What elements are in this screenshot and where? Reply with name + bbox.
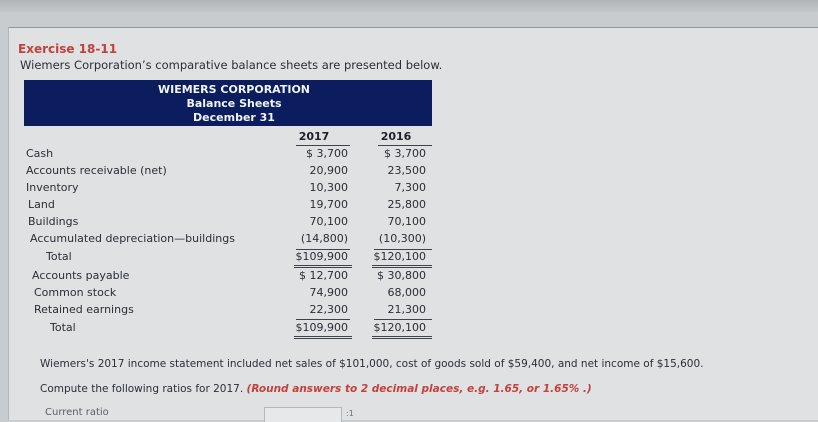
ratio-suffix-icon: :1 (346, 409, 354, 418)
grand-total-double-rule-2016 (372, 338, 432, 339)
instruction-text: Compute the following ratios for 2017. (40, 383, 244, 395)
row-label: Inventory (26, 181, 79, 194)
total-rule-2016 (372, 265, 432, 266)
subtotal-rule-2017 (296, 249, 350, 250)
value-2017: $ 3,700 (306, 147, 348, 160)
table-row (24, 146, 432, 163)
value-2016: 23,500 (387, 164, 426, 177)
row-label: Common stock (34, 286, 117, 299)
statement-name: Balance Sheets (186, 97, 282, 110)
table-row (24, 180, 432, 197)
value-2017: (14,800) (300, 232, 348, 245)
value-2016: $120,100 (373, 250, 426, 263)
value-2017: 10,300 (309, 181, 348, 194)
total-double-rule-2017 (294, 267, 352, 268)
balance-sheet-header (24, 80, 432, 126)
income-statement-note: Wiemers's 2017 income statement included net sales of $101,000, cost of goods sold of $59,400, and net income of $15,600. (40, 358, 704, 370)
statement-date: December 31 (193, 111, 275, 124)
value-2016: 70,100 (387, 215, 426, 228)
instruction (40, 383, 592, 395)
value-2017: $109,900 (295, 321, 348, 334)
value-2016: 7,300 (394, 181, 426, 194)
value-2016: 25,800 (387, 198, 426, 211)
value-2017: $ 12,700 (299, 269, 348, 282)
column-2016: 2016 (380, 130, 412, 143)
table-row (24, 285, 432, 302)
value-2017: $109,900 (295, 250, 348, 263)
row-label: Accounts payable (32, 269, 130, 282)
table-row (24, 320, 432, 337)
value-2016: (10,300) (378, 232, 426, 245)
row-label: Accounts receivable (net) (26, 164, 167, 177)
grand-total-double-rule-2017 (294, 338, 352, 339)
table-row (24, 214, 432, 231)
total-rule-2017 (294, 265, 352, 266)
table-row (24, 249, 432, 266)
table-row (24, 231, 432, 248)
exercise-title: Exercise 18-11 (18, 42, 118, 56)
row-label: Land (28, 198, 55, 211)
row-label: Total (46, 250, 72, 263)
company-name: WIEMERS CORPORATION (157, 83, 310, 96)
value-2017: 19,700 (309, 198, 348, 211)
rounding-hint: (Round answers to 2 decimal places, e.g. 1.65, or 1.65% .) (246, 383, 592, 395)
total-double-rule-2016 (372, 267, 432, 268)
grand-total-rule-2017 (294, 336, 352, 337)
current-ratio-input[interactable] (264, 407, 342, 422)
row-label: Accumulated depreciation—buildings (30, 232, 235, 245)
value-2016: $ 30,800 (377, 269, 426, 282)
value-2016: $ 3,700 (384, 147, 426, 160)
grand-total-rule-2016 (372, 336, 432, 337)
table-row (24, 302, 432, 319)
current-ratio-label: Current ratio (45, 407, 109, 418)
column-2017: 2017 (298, 130, 330, 143)
table-row (24, 197, 432, 214)
value-2017: 22,300 (309, 303, 348, 316)
subtotal-rule-2017-b (296, 319, 350, 320)
value-2017: 20,900 (309, 164, 348, 177)
top-bar (0, 0, 818, 12)
value-2017: 74,900 (309, 286, 348, 299)
value-2016: $120,100 (373, 321, 426, 334)
row-label: Total (50, 321, 76, 334)
value-2016: 21,300 (387, 303, 426, 316)
row-label: Cash (26, 147, 54, 160)
value-2017: 70,100 (309, 215, 348, 228)
value-2016: 68,000 (387, 286, 426, 299)
row-label: Buildings (28, 215, 79, 228)
exercise-description: Wiemers Corporation’s comparative balance sheets are presented below. (20, 58, 443, 72)
row-label: Retained earnings (34, 303, 134, 316)
table-row (24, 163, 432, 180)
table-row (24, 268, 432, 285)
subtotal-rule-2016-b (374, 319, 432, 320)
subtotal-rule-2016 (374, 249, 432, 250)
